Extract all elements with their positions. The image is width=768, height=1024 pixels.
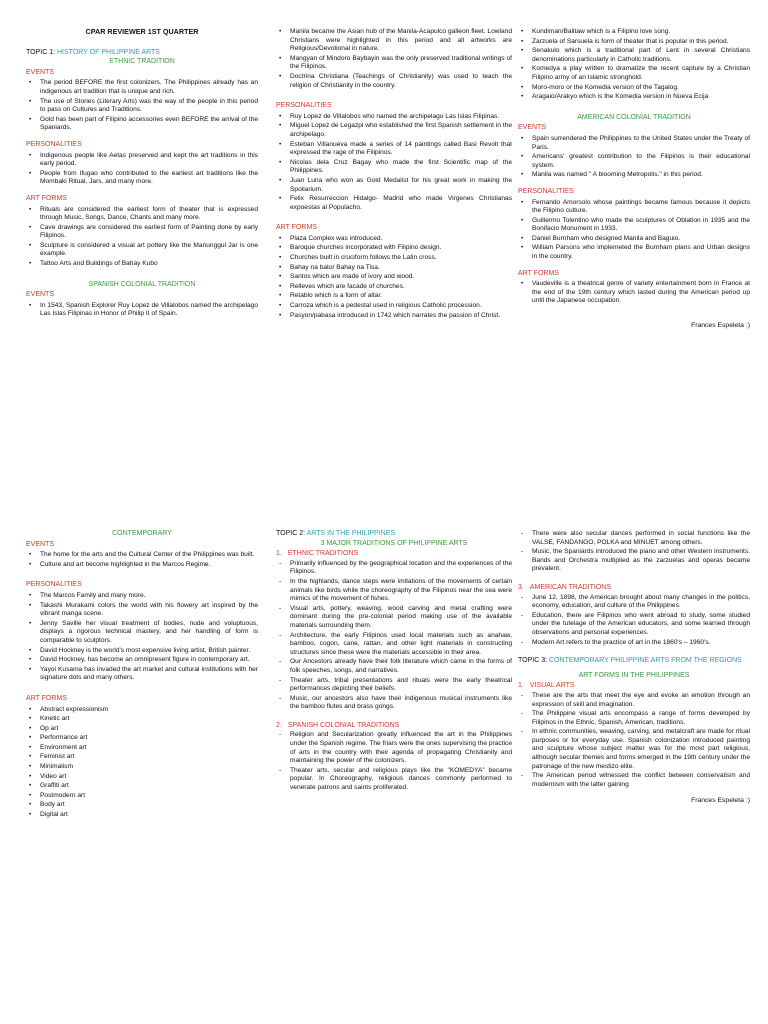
- panel-contemporary-regions: [518, 530, 750, 806]
- list-item: • Americans' greatest contribution to the Filipinos is their educational system.: [518, 153, 750, 170]
- list-item: • The home for the arts and the Cultural Center of the Philippines was built.: [26, 551, 258, 560]
- list-item: - In ethnic communities, weaving, carving, and metalcraft are made for ritual purposes or for everyday use. Spanish colonization introduced painting and sculpture whose subject matter was for the most part religious, although secular themes and forms emerged in the 19th century under the patronage of the new mestizo elite.: [518, 728, 750, 771]
- list-item: • Culture and art become highlighted in the Marcos Regime.: [26, 561, 258, 570]
- dash-list: [518, 530, 750, 574]
- list-item: • Jenny Saville her visual treatment of bodies, nude and voluptuous, displays a rigorous technical mastery, and her handling of form is comparable to sculptors.: [26, 620, 258, 646]
- list-item: • Fernando Amorsolo whose paintings became famous because it depicts the Filipino culture.: [518, 199, 750, 216]
- sub-heading: ART FORMS: [26, 694, 67, 702]
- bullet-list: [26, 206, 258, 269]
- list-item: • Pasyon/pabasa introduced in 1742 which narrates the passion of Christ.: [276, 312, 512, 321]
- dash-list: [518, 692, 750, 790]
- section-heading: SPANISH COLONIAL TRADITION: [88, 280, 196, 288]
- list-item: - June 12, 1898, the American brought about many changes in the politics, economy, education, and culture of the Philippines.: [518, 594, 750, 611]
- list-item: • In 1543, Spanish Explorer Ruy Lopez de Villalobos named the archipelago Las Islas Filipinas in Honor of Philip II of Spain.: [26, 302, 258, 319]
- sub-heading: ART FORMS: [276, 224, 317, 232]
- list-item: • Juan Luna who won as Gold Medalist for his great work in making the Spoliarium.: [276, 177, 512, 194]
- list-item: - Primarily influenced by the geographical location and the experiences of the Filipinos.: [276, 560, 512, 577]
- list-item: • David Hockney is the world's most expensive living artist, British painter.: [26, 647, 258, 656]
- sub-heading: PERSONALITIES: [518, 187, 574, 195]
- sub-heading: PERSONALITIES: [26, 581, 82, 589]
- topic-heading: TOPIC 1: HISTORY OF PHILIPPINE ARTS: [26, 48, 160, 56]
- list-item: • Tattoo Arts and Buildings of Bahay Kubo: [26, 260, 258, 269]
- list-item: • Performance art: [26, 734, 258, 743]
- author-signature: Frances Espeleta :): [691, 797, 750, 805]
- sub-heading: EVENTS: [26, 68, 55, 76]
- list-item: • Relleves which are facade of churches.: [276, 283, 512, 292]
- bullet-list: [26, 706, 258, 820]
- list-item: • Carroza which is a pedestal used in religious Catholic procession.: [276, 302, 512, 311]
- list-item: • Video art: [26, 773, 258, 782]
- bullet-list: [518, 280, 750, 306]
- author-signature: Frances Espeleta :): [691, 322, 750, 330]
- bullet-list: [518, 28, 750, 102]
- list-item: • Body art: [26, 801, 258, 810]
- section-heading: 3 MAJOR TRADITIONS OF PHILIPPINE ARTS: [320, 539, 468, 547]
- topic-heading: TOPIC 2: ARTS IN THE PHILIPPINES: [276, 530, 396, 537]
- list-item: • Rituals are considered the earliest form of theater that is expressed through Music, Songs, Dance, Chants and many more.: [26, 206, 258, 223]
- list-item: • Senakulo which is a traditional part of Lent in several Christians denominations particularly in Catholic traditions.: [518, 47, 750, 64]
- list-item: • Mangyan of Mindoro Baybayin was the only preserved traditional writings of the Filipinos.: [276, 55, 512, 72]
- list-item: - The American period witnessed the conflict between conservatism and modernism with the latter gaining: [518, 772, 750, 789]
- list-item: • Vaudeville is a theatrical genre of variety entertainment born in France at the end of the 19th century which lasted during the American period up until the Japanese occupation.: [518, 280, 750, 306]
- list-item: • Aragaio/Arakyo which is the Komedia version in Nueva Ecija: [518, 93, 750, 102]
- sub-heading: ART FORMS: [518, 269, 559, 277]
- list-item: • Digital art: [26, 811, 258, 820]
- list-item: • William Parsons who implemeted the Burnham plans and Urban designs in the country.: [518, 244, 750, 261]
- list-item: • Felix Resurreccion Hidalgo- Madrid who made Virgenes Christianas expoestas al Populacho.: [276, 195, 512, 212]
- list-item: - Music, our ancestors also have their indigenous musical instruments like the bamboo flutes and brass gongs.: [276, 695, 512, 712]
- sub-heading: PERSONALITIES: [26, 140, 82, 148]
- numbered-heading: 2. SPANISH COLONIAL TRADITIONS: [276, 721, 400, 729]
- list-item: • Miguel Lopez de Legazpi who established the first Spanish settlement in the archipelago.: [276, 122, 512, 139]
- list-item: - Education, there are Filipinos who went abroad to study, some studied under the tutelage of the American educators, and some learned through observations and personal experiences.: [518, 612, 750, 638]
- list-item: - Music, the Spaniards introduced the piano and other Western instruments. Bands and Orchestra multiplied as the zarzuelas and operas became prevalent.: [518, 548, 750, 574]
- list-item: • Retablo which is a form of altar.: [276, 292, 512, 301]
- list-item: • Manila was named " A blooming Metropolis." in this period.: [518, 171, 750, 180]
- section-heading: AMERICAN COLONIAL TRADITION: [577, 113, 691, 121]
- list-item: - In the highlands, dance steps were imitations of the movements of certain animals like birds while the choreography of the Filipinos near the sea were mimics of the movement of fishes.: [276, 578, 512, 604]
- panel-contemporary: [26, 530, 258, 821]
- list-item: • Doctrina Christiana (Teachings of Christianity) was used to teach the religion of Christianity in the country.: [276, 73, 512, 90]
- list-item: • Baroque churches incorporated with Filipino design.: [276, 244, 512, 253]
- bullet-list: [26, 152, 258, 187]
- list-item: • The use of Stories (Literary Arts) was the way of the people in this period to pass on Cultures and Traditions.: [26, 98, 258, 115]
- list-item: • Churches built in cruciform follows the Latin cross.: [276, 254, 512, 263]
- list-item: - Architecture, the early Filipinos used local materials such as anahaw, bamboo, cogon, cane, rattan, and other light materials in constructing structures since these were the materials accessible in their area.: [276, 632, 512, 658]
- panel-arts-in-philippines: [276, 530, 512, 794]
- bullet-list: [276, 235, 512, 320]
- list-item: - Religion and Secularization greatly influenced the art in the Philippines under the Spanish regime. The friars were the ones supervising the practice of arts in the country with their agenda of propagating Christianity and maintaining the power of the colonizers.: [276, 731, 512, 765]
- list-item: • Minimalism: [26, 763, 258, 772]
- list-item: • Indigenous people like Aetas preserved and kept the art traditions in this early period.: [26, 152, 258, 169]
- list-item: • The period BEFORE the first colonizers. The Philippines already has an indigenous art tradition that is unique and rich.: [26, 79, 258, 96]
- sub-heading: EVENTS: [26, 291, 55, 299]
- list-item: - Our Ancestors already have their folk literature which came in the forms of folk speeches, songs, and narratives.: [276, 658, 512, 675]
- list-item: • Nicolas dela Cruz Bagay who made the first Scientific map of the Philippines.: [276, 159, 512, 176]
- list-item: • Environment art: [26, 744, 258, 753]
- panel-american: [518, 28, 750, 331]
- numbered-heading: 3. AMERICAN TRADITIONS: [518, 583, 611, 591]
- dash-list: [276, 560, 512, 712]
- section-heading: CONTEMPORARY: [112, 530, 172, 537]
- list-item: - There were also secular dances performed in social functions like the VALSE, FANDANGO, POLKA and MINUET among others.: [518, 530, 750, 547]
- bullet-list: [26, 79, 258, 133]
- bullet-list: [26, 551, 258, 569]
- numbered-heading: 1. VISUAL ARTS: [518, 682, 575, 690]
- list-item: • Abstract expressionism: [26, 706, 258, 715]
- list-item: • The Marcos Family and many more.: [26, 592, 258, 601]
- list-item: • Yayoi Kusama has invaded the art market and cultural institutions with her signature dots and many others.: [26, 666, 258, 683]
- sub-heading: EVENTS: [26, 540, 55, 548]
- list-item: • Spain surrendered the Philippines to the United States under the Treaty of Paris.: [518, 135, 750, 152]
- list-item: • Kinetic art: [26, 715, 258, 724]
- sub-heading: PERSONALITIES: [276, 102, 332, 110]
- list-item: • Feminist art: [26, 753, 258, 762]
- panel-history: [26, 28, 258, 320]
- list-item: • Sculpture is considered a visual art pottery like the Manunggul Jar is one example.: [26, 242, 258, 259]
- list-item: • Cave drawings are considered the earliest form of Painting done by early Filipinos.: [26, 224, 258, 241]
- list-item: • Gold has been part of Filipino accessories even BEFORE the arrival of the Spaniards.: [26, 116, 258, 133]
- sub-heading: ART FORMS: [26, 194, 67, 202]
- list-item: - Theater arts, tribal presentations and rituals were the early theatrical performances depicting their beliefs.: [276, 677, 512, 694]
- list-item: - Modern Art refers to the practice of art in the 1860's – 1960's.: [518, 639, 750, 648]
- list-item: - The Philippine visual arts encompass a range of forms developed by Filipinos in the Ethnic, Spanish, American, traditions.: [518, 710, 750, 727]
- list-item: • David Hockney, has become an omnipresent figure in contemporary art.: [26, 656, 258, 665]
- list-item: • Komedya a play written to dramatize the recent capture by a Christian Filipino army of an Islamic stronghold.: [518, 65, 750, 82]
- list-item: • Zarzuela of Sarsuela is form of theater that is popular in this period.: [518, 38, 750, 47]
- bullet-list: [518, 199, 750, 262]
- dash-list: [518, 594, 750, 648]
- list-item: • Postmodern art: [26, 792, 258, 801]
- bullet-list: [26, 592, 258, 683]
- list-item: • Guillermo Tolentino who made the sculptures of Oblation in 1935 and the Bonifacio Monument in 1933.: [518, 217, 750, 234]
- list-item: • Takashi Murakami colors the world with his flowery art inspired by the vibrant manga scene.: [26, 602, 258, 619]
- bullet-list: [276, 113, 512, 213]
- list-item: • Plaza Complex was introduced.: [276, 235, 512, 244]
- numbered-heading: 1. ETHNIC TRADITIONS: [276, 550, 359, 558]
- bullet-list: [518, 135, 750, 180]
- dash-list: [276, 731, 512, 792]
- section-heading: ART FORMS IN THE PHILIPPINES: [578, 671, 690, 679]
- panel-spanish: [276, 28, 512, 321]
- bullet-list: [26, 302, 258, 319]
- list-item: - These are the arts that meet the eye and evoke an emotion through an expression of skill and imagination.: [518, 692, 750, 709]
- sub-heading: EVENTS: [518, 124, 547, 132]
- list-item: - Theater arts, secular and religious plays like the "KOMEDYA" became popular. In Choreography, religious dances commonly performed to venerate patrons and saints proliferated.: [276, 767, 512, 793]
- list-item: • Ruy Lopez de Villalobos who named the archipelago Las Islas Filipinas.: [276, 113, 512, 122]
- list-item: • Daniel Burnham who designed Manila and Baguio.: [518, 235, 750, 244]
- topic-heading: TOPIC 3: CONTEMPORARY PHILIPPINE ARTS FROM THE REGIONS: [518, 657, 742, 665]
- bullet-list: [276, 28, 512, 90]
- section-heading: ETHNIC TRADITION: [109, 58, 175, 66]
- list-item: • Santos which are made of ivory and wood.: [276, 273, 512, 282]
- document-title: CPAR REVIEWER 1ST QUARTER: [85, 27, 199, 36]
- list-item: • Graffiti art: [26, 782, 258, 791]
- list-item: • Op art: [26, 725, 258, 734]
- list-item: • Bahay na bato/ Bahay na Tisa.: [276, 264, 512, 273]
- list-item: - Visual arts, pottery, weaving, wood carving and metal crafting were dominant during the pre-colonial period making use of the available materials surrounding them.: [276, 605, 512, 631]
- list-item: • Esteban Villanueva made a series of 14 paintings called Basi Revolt that expressed the rage of the Filipinos.: [276, 141, 512, 158]
- list-item: • Kundiman/Balitaw which is a Filipino love song.: [518, 28, 750, 37]
- list-item: • Moro-moro or the Komedia version of the Tagalog.: [518, 84, 750, 93]
- list-item: • People from Ifugao who contributed to the earliest art traditions like the Mombaki Ritual, Jars, and many more.: [26, 170, 258, 187]
- list-item: • Manila became the Asian hub of the Manila-Acapulco galleon fleet. Lowland Christians were highlighted in this period and all artworks are Religious/Devotional in nature.: [276, 28, 512, 54]
